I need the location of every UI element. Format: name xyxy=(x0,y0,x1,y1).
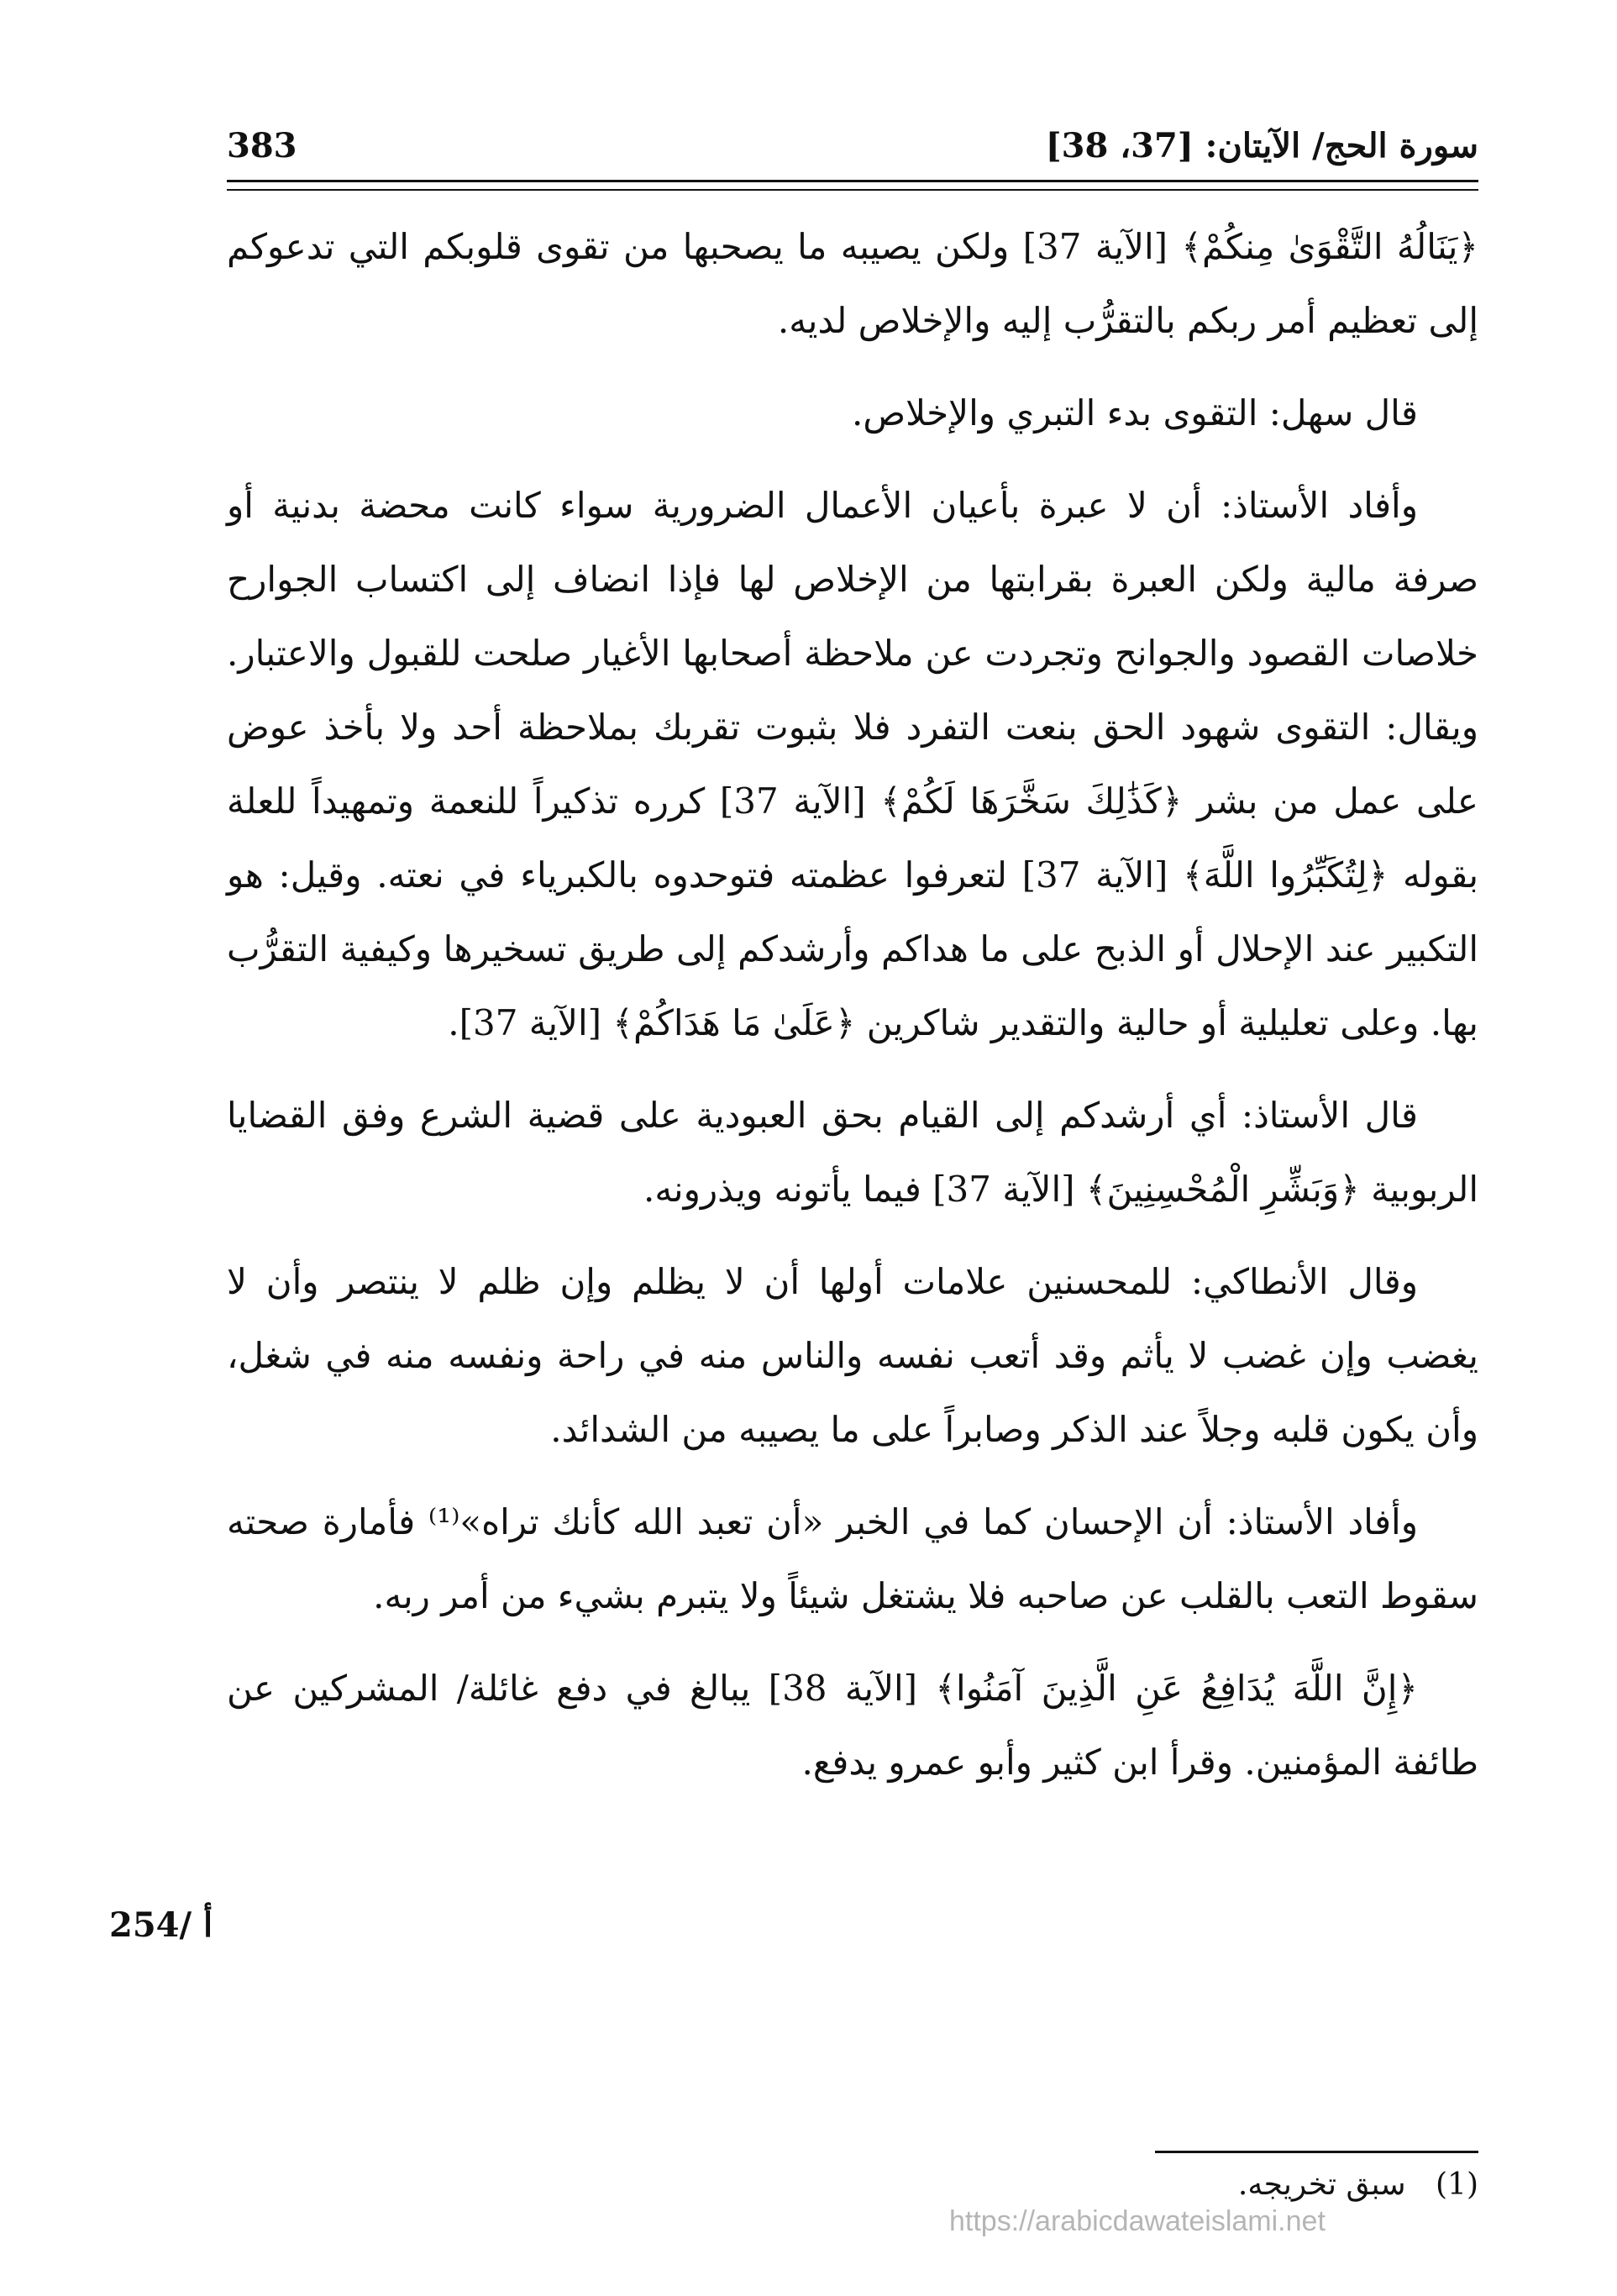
manuscript-folio-note: 254/ أ xyxy=(109,1905,213,1945)
page-number: 383 xyxy=(227,126,297,166)
paragraph-5: وقال الأنطاكي: للمحسنين علامات أولها أن لا يظلم وإن ظلم لا ينتصر وأن لا يغضب وإن غضب لا يأثم وقد أتعب نفسه والناس منه في راحة ونفسه منه في شغل، وأن يكون قلبه وجلاً عند الذكر وصابراً على ما يصيبه من الشدائد. xyxy=(227,1261,1478,1450)
body-text xyxy=(227,210,1478,1818)
paragraph-1: ﴿يَنَالُهُ التَّقْوَىٰ مِنكُمْ﴾ [الآية 37] ولكن يصيبه ما يصحبها من تقوى قلوبكم التي تدعوكم إلى تعظيم أمر ربكم بالتقرُّب إليه والإخلاص لديه. xyxy=(227,226,1478,341)
footnote-text: سبق تخريجه. xyxy=(1237,2167,1406,2202)
paragraph-3: وأفاد الأستاذ: أن لا عبرة بأعيان الأعمال الضرورية سواء كانت محضة بدنية أو صرفة مالية ولكن العبرة بقرابتها من الإخلاص لها فإذا انضاف إلى اكتساب الجوارح خلاصات القصود والجوانح وتجردت عن ملاحظة أصحابها الأغيار صلحت للقبول والاعتبار. ويقال: التقوى شهود الحق بنعت التفرد فلا بثبوت تقربك بملاحظة أحد ولا بأخذ عوض على عمل من بشر ﴿كَذَٰلِكَ سَخَّرَهَا لَكُمْ﴾ [الآية 37] كرره تذكيراً للنعمة وتمهيداً للعلة بقوله ﴿لِتُكَبِّرُوا اللَّهَ﴾ [الآية 37] لتعرفوا عظمته فتوحدوه بالكبرياء في نعته. وقيل: هو التكبير عند الإحلال أو الذبح على ما هداكم وأرشدكم إلى طريق تسخيرها وكيفية التقرُّب بها. وعلى تعليلية أو حالية والتقدير شاكرين ﴿عَلَىٰ مَا هَدَاكُمْ﴾ [الآية 37]. xyxy=(227,485,1479,1043)
footnote-number: (1) xyxy=(1436,2167,1478,2202)
header-title: سورة الحج/ الآيتان: [37، 38] xyxy=(1045,126,1478,166)
footnote xyxy=(1238,2167,1478,2202)
paragraph-6: وأفاد الأستاذ: أن الإحسان كما في الخبر «أن تعبد الله كأنك تراه»⁽¹⁾ فأمارة صحته سقوط التعب بالقلب عن صاحبه فلا يشتغل شيئاً ولا يتبرم بشيء من أمر ربه. xyxy=(227,1501,1478,1616)
paragraph-2: قال سهل: التقوى بدء التبري والإخلاص. xyxy=(851,392,1418,433)
watermark-url: https://arabicdawateislami.net xyxy=(949,2205,1326,2237)
header-rule xyxy=(227,180,1478,191)
paragraph-7: ﴿إِنَّ اللَّهَ يُدَافِعُ عَنِ الَّذِينَ آمَنُوا﴾ [الآية 38] يبالغ في دفع غائلة/ المشركين عن طائفة المؤمنين. وقرأ ابن كثير وأبو عمرو يدفع. xyxy=(227,1668,1478,1783)
footnote-rule xyxy=(1155,2151,1478,2153)
running-header xyxy=(227,126,1478,176)
paragraph-4: قال الأستاذ: أي أرشدكم إلى القيام بحق العبودية على قضية الشرع وفق القضايا الربوبية ﴿وَبَشِّرِ الْمُحْسِنِينَ﴾ [الآية 37] فيما يأتونه ويذرونه. xyxy=(227,1095,1478,1210)
